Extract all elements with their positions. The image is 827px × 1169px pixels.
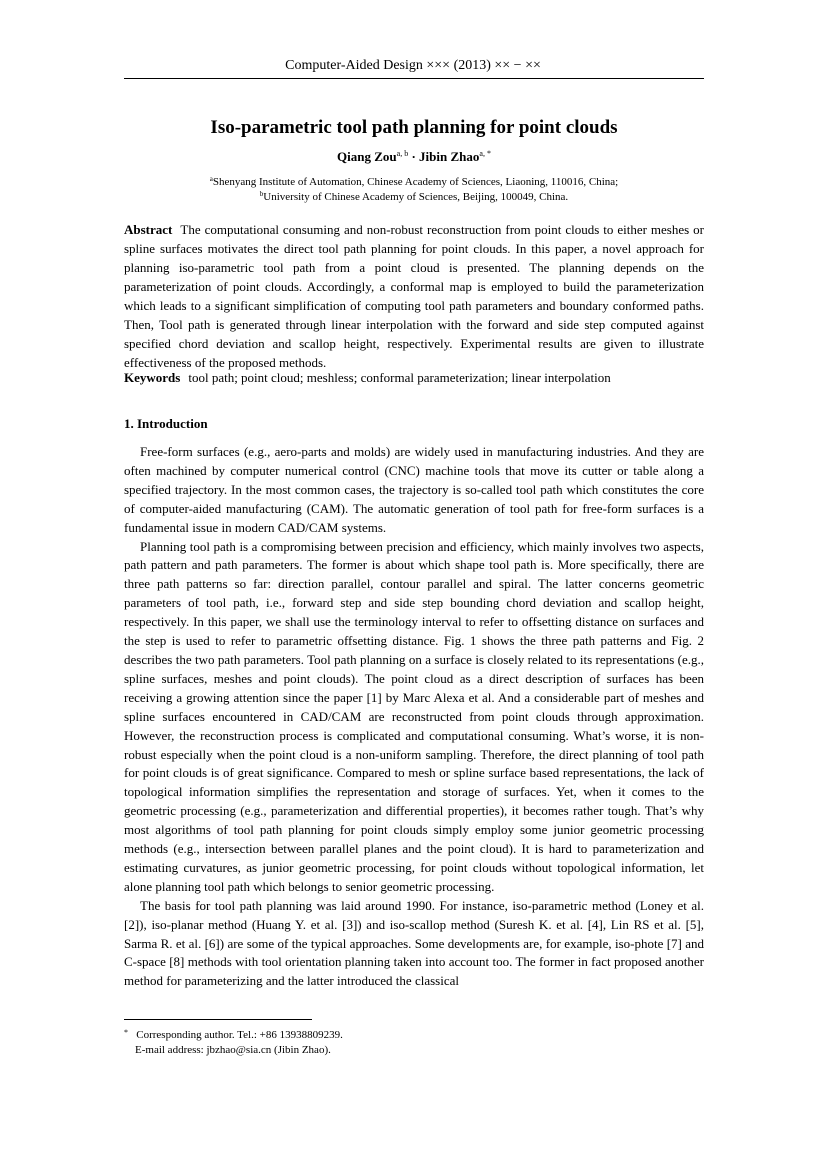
footnote-email: E-mail address: jbzhao@sia.cn (Jibin Zhao). [135, 1044, 331, 1056]
journal-header: Computer-Aided Design ××× (2013) ×× − ×× [285, 58, 541, 73]
affiliation-text: University of Chinese Academy of Sciences, Beijing, 100049, China. [263, 191, 569, 203]
author-name: Qiang Zou [337, 149, 397, 164]
footnote-corresponding [124, 1028, 704, 1043]
affiliations [124, 175, 704, 205]
footnote-mark: * [124, 1028, 128, 1037]
keywords-text: tool path; point cloud; meshless; conformal parameterization; linear interpolation [188, 370, 611, 385]
keywords [124, 368, 704, 387]
body-paragraph: The basis for tool path planning was laid around 1990. For instance, iso-parametric method (Loney et al. [2]), iso-planar method (Huang Y. et al. [3]) and iso-scallop method (Suresh K. et al. [4], Lin RS et al. [5], Sarma R. et al. [6]) are some of the typical approaches. Some developments are, for example, iso-phote [7] and C-space [8] methods with tool orientation planning taken into account too. The former in fact proposed another method for parameterizing and the latter introduced the classical [124, 897, 704, 989]
author-line [124, 148, 704, 166]
paper-title: Iso-parametric tool path planning for point clouds [210, 117, 618, 138]
body-paragraph: Free-form surfaces (e.g., aero-parts and molds) are widely used in manufacturing industries. And they are often machined by computer numerical control (CNC) machine tools that move its cutter or table along a specified trajectory. In the most common cases, the trajectory is so-called tool path which constitutes the core of computer-aided manufacturing (CAM). The automatic generation of tool path for free-form surfaces is a fundamental issue in modern CAD/CAM systems. [124, 444, 704, 535]
abstract-label: Abstract [124, 222, 173, 237]
author-affiliation-marks: a, * [479, 149, 491, 158]
body-paragraph: Planning tool path is a compromising between precision and efficiency, which mainly involves two aspects, path pattern and path parameters. The former is about which shape tool path is. More specifically, there are three path patterns so far: direction parallel, contour parallel and spiral. The latter concerns geometric parameters of tool path, i.e., forward step and side step bounding chord deviation and scallop height, respectively. In this paper, we shall use the terminology interval to refer to offsetting distance on surfaces and the step is used to refer to parametric offsetting distance. Fig. 1 shows the three path patterns and Fig. 2 describes the two path parameters. Tool path planning on a surface is closely related to its representations (e.g., spline surfaces, meshes and point clouds). The point cloud as a direct description of surfaces has been receiving a growing attention since the paper [1] by Marc Alexa et al. And a considerable part of meshes and spline surfaces encountered in CAD/CAM are reconstructed from point clouds through approximation. However, the reconstruction process is complicated and computational consuming. What’s worse, it is non-robust especially when the point cloud is a non-uniform sampling. Therefore, the direct planning of tool path for point clouds is of great significance. Compared to mesh or spline surface based representations, the lack of topological information simplifies the representation and storage of surfaces. Yet, when it comes to the geometric processing (e.g., parameterization and differential properties), it becomes rather tough. That’s why most algorithms of tool path planning for point clouds simply employ some junior geometric processing methods (e.g., intersection between parallel planes and the point cloud). It is hard to parameterization and estimating curvatures, as junior geometric processing, for point clouds without topological information, let alone planning tool path which belongs to senior geometric processing. [124, 538, 704, 894]
section-heading: 1. Introduction [124, 416, 208, 431]
author-affiliation-marks: a, b [396, 149, 409, 158]
footnote-rule [124, 1019, 312, 1020]
footnotes [124, 1028, 704, 1058]
affiliation [124, 175, 704, 190]
header-rule [124, 78, 704, 79]
footnote-text: Corresponding author. Tel.: +86 13938809239. [136, 1029, 343, 1041]
keywords-label: Keywords [124, 370, 181, 385]
affiliation [124, 190, 704, 205]
author-name: Jibin Zhao [419, 149, 480, 164]
affiliation-mark: a [209, 175, 213, 183]
author-separator: · [408, 149, 420, 164]
affiliation-mark: b [259, 190, 264, 198]
abstract [124, 220, 704, 372]
affiliation-text: Shenyang Institute of Automation, Chinese Academy of Sciences, Liaoning, 110016, China; [212, 176, 619, 188]
section-body [124, 443, 704, 991]
abstract-text: The computational consuming and non-robust reconstruction from point clouds to either meshes or spline surfaces motivates the direct tool path planning for point clouds. In this paper, a novel approach for planning iso-parametric tool path from a point cloud is presented. The planning depends on the parameterization of point clouds. Accordingly, a conformal map is employed to build the parameterization which leads to a significant simplification of computing tool path parameters and boundary conformed paths. Then, Tool path is generated through linear interpolation with the forward and side step computed against specified chord deviation and scallop height, respectively. Experimental results are given to illustrate effectiveness of the proposed methods. [124, 222, 704, 370]
